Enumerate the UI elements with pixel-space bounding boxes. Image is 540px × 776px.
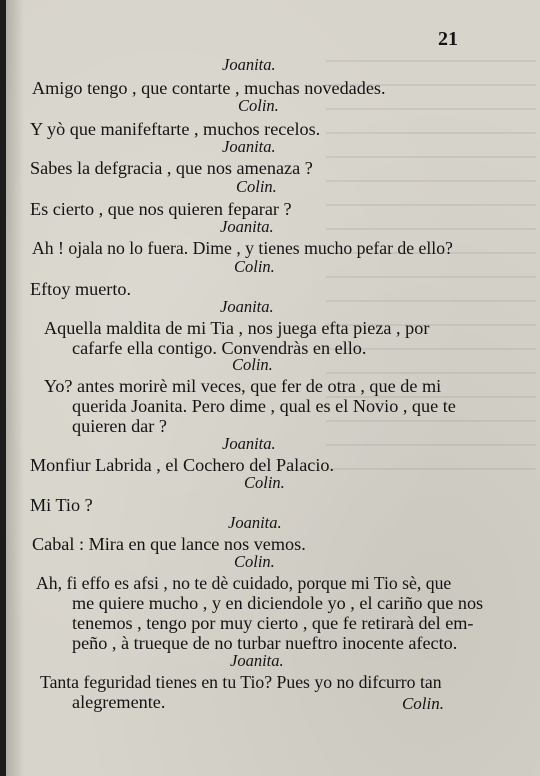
dialogue-line: Tanta feguridad tienes en tu Tio? Pues yo no difcurro tan xyxy=(40,672,442,692)
speaker-name: Colin. xyxy=(238,96,279,115)
speaker-name: Joanita. xyxy=(222,137,276,156)
speaker-name: Joanita. xyxy=(230,651,284,670)
page-number: 21 xyxy=(438,28,458,50)
catchword: Colin. xyxy=(401,694,444,713)
speaker-name: Colin. xyxy=(234,257,275,276)
speaker-name: Colin. xyxy=(232,355,273,374)
speaker-name: Joanita. xyxy=(222,55,276,74)
dialogue-line: Es cierto , que nos quieren feparar ? xyxy=(30,199,292,219)
dialogue-line: Monfiur Labrida , el Cochero del Palacio. xyxy=(30,455,335,475)
dialogue-line: cafarfe ella contigo. Convendràs en ello. xyxy=(72,338,367,358)
book-page xyxy=(6,0,540,776)
dialogue-line: Yo? antes morirè mil veces, que fer de otra , que de mi xyxy=(44,376,442,396)
speaker-name: Joanita. xyxy=(220,217,274,236)
speaker-name: Colin. xyxy=(244,473,285,492)
speaker-name: Colin. xyxy=(234,552,275,571)
dialogue-line: Y yò que manifeftarte , muchos recelos. xyxy=(30,119,321,139)
dialogue-line: Mi Tio ? xyxy=(30,495,93,515)
dialogue-line: Ah, fi effo es afsi , no te dè cuidado, porque mi Tio sè, que xyxy=(36,573,452,593)
speaker-name: Joanita. xyxy=(228,513,282,532)
speaker-name: Colin. xyxy=(236,177,277,196)
speaker-name: Joanita. xyxy=(220,297,274,316)
dialogue-line: querida Joanita. Pero dime , qual es el Novio , que te xyxy=(72,396,456,416)
dialogue-line: Eftoy muerto. xyxy=(30,279,132,299)
dialogue-line: Amigo tengo , que contarte , muchas novedades. xyxy=(32,78,386,98)
dialogue-line: Aquella maldita de mi Tia , nos juega efta pieza , por xyxy=(44,318,430,338)
dialogue-line: Sabes la defgracia , que nos amenaza ? xyxy=(30,158,313,178)
dialogue-line: Cabal : Mira en que lance nos vemos. xyxy=(32,534,306,554)
dialogue-line: tenemos , tengo por muy cierto , que fe retirarà del em- xyxy=(72,613,474,633)
dialogue-line: alegremente. xyxy=(72,692,166,712)
speaker-name: Joanita. xyxy=(222,434,276,453)
dialogue-line: quieren dar ? xyxy=(72,416,167,436)
dialogue-line: peño , à trueque de no turbar nueftro inocente afecto. xyxy=(72,633,458,653)
dialogue-line: me quiere mucho , y en diciendole yo , el cariño que nos xyxy=(72,593,484,613)
show-through-texture xyxy=(326,60,536,480)
dialogue-line: Ah ! ojala no lo fuera. Dime , y tienes mucho pefar de ello? xyxy=(32,238,453,258)
